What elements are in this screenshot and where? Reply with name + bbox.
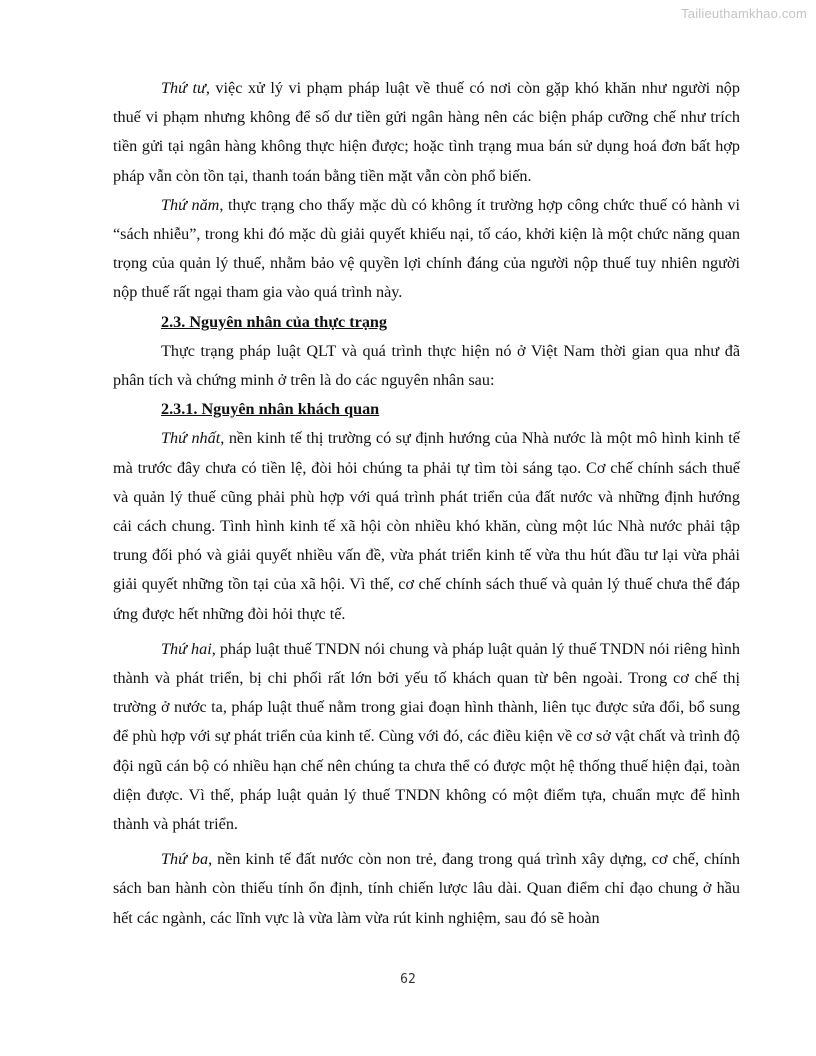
- paragraph-thu-nhat: [113, 424, 740, 628]
- paragraph-text: , thực trạng cho thấy mặc dù có không ít trường hợp công chức thuế có hành vi “sách nhiễu”, trong khi đó mặc dù giải quyết khiếu nại, tố cáo, khởi kiện là một chức năng quan trọng của quản lý thuế, nhằm bảo vệ quyền lợi chính đáng của người nộp thuế tuy nhiên người nộp thuế rất ngại tham gia vào quá trình này.: [113, 195, 740, 302]
- watermark: Tailieuthamkhao.com: [681, 6, 807, 21]
- paragraph-lead: Thứ tư: [161, 79, 206, 97]
- paragraph-text: , nền kinh tế đất nước còn non trẻ, đang trong quá trình xây dựng, cơ chế, chính sách ban hành còn thiếu tính ổn định, tính chiến lược lâu dài. Quan điểm chỉ đạo chung ở hầu hết các ngành, các lĩnh vực là vừa làm vừa rút kinh nghiệm, sau đó sẽ hoàn: [113, 850, 740, 927]
- paragraph-thu-tu: [113, 74, 740, 191]
- section-heading-2-3: [113, 308, 740, 337]
- paragraph-lead: Thứ hai: [161, 639, 212, 658]
- paragraph-intro: [113, 337, 740, 395]
- page-number: 62: [400, 972, 416, 987]
- paragraph-text: Thực trạng pháp luật QLT và quá trình thực hiện nó ở Việt Nam thời gian qua như đã phân tích và chứng minh ở trên là do các nguyên nhân sau:: [113, 341, 740, 390]
- document-body: [113, 74, 740, 933]
- paragraph-lead: Thứ nhất: [161, 429, 221, 448]
- paragraph-thu-nam: [113, 191, 740, 308]
- paragraph-lead: Thứ ba: [161, 850, 209, 869]
- paragraph-text: , việc xử lý vi phạm pháp luật về thuế có nơi còn gặp khó khăn như người nộp thuế vi phạm nhưng không để số dư tiền gửi ngân hàng nên các biện pháp cưỡng chế như trích tiền gửi tại ngân hàng không thực hiện được; hoặc tình trạng mua bán sử dụng hoá đơn bất hợp pháp vẫn còn tồn tại, thanh toán bằng tiền mặt vẫn còn phổ biến.: [113, 79, 740, 185]
- paragraph-text: , pháp luật thuế TNDN nói chung và pháp luật quản lý thuế TNDN nói riêng hình thành và phát triển, bị chi phối rất lớn bởi yếu tố khách quan từ bên ngoài. Trong cơ chế thị trường ở nước ta, pháp luật thuế nằm trong giai đoạn hình thành, liên tục được sửa đổi, bổ sung để phù hợp với sự phát triển của kinh tế. Cùng với đó, các điều kiện về cơ sở vật chất và trình độ đội ngũ cán bộ có nhiều hạn chế nên chúng ta chưa thể có được một hệ thống thuế hiện đại, toàn diện được. Vì thế, pháp luật quản lý thuế TNDN không có một điểm tựa, chuẩn mực để hình thành và phát triển.: [113, 639, 740, 834]
- paragraph-text: , nền kinh tế thị trường có sự định hướng của Nhà nước là một mô hình kinh tế mà trước đây chưa có tiền lệ, đòi hỏi chúng ta phải tự tìm tòi sáng tạo. Cơ chế chính sách thuế và quản lý thuế cũng phải phù hợp với quá trình phát triển của đất nước và những định hướng cải cách chung. Tình hình kinh tế xã hội còn nhiều khó khăn, cùng một lúc Nhà nước phải tập trung đối phó và giải quyết nhiều vấn đề, vừa phát triển kinh tế vừa thu hút đầu tư lại vừa phải giải quyết những tồn tại của xã hội. Vì thế, cơ chế chính sách thuế và quản lý thuế chưa thể đáp ứng được hết những đòi hỏi thực tế.: [113, 429, 740, 623]
- section-heading-2-3-1: [113, 395, 740, 424]
- paragraph-lead: Thứ năm: [161, 195, 220, 214]
- paragraph-thu-hai: [113, 635, 740, 839]
- section-heading-text: 2.3.1. Nguyên nhân khách quan: [161, 400, 380, 419]
- paragraph-thu-ba: [113, 845, 740, 933]
- section-heading-text: 2.3. Nguyên nhân của thực trạng: [161, 312, 388, 331]
